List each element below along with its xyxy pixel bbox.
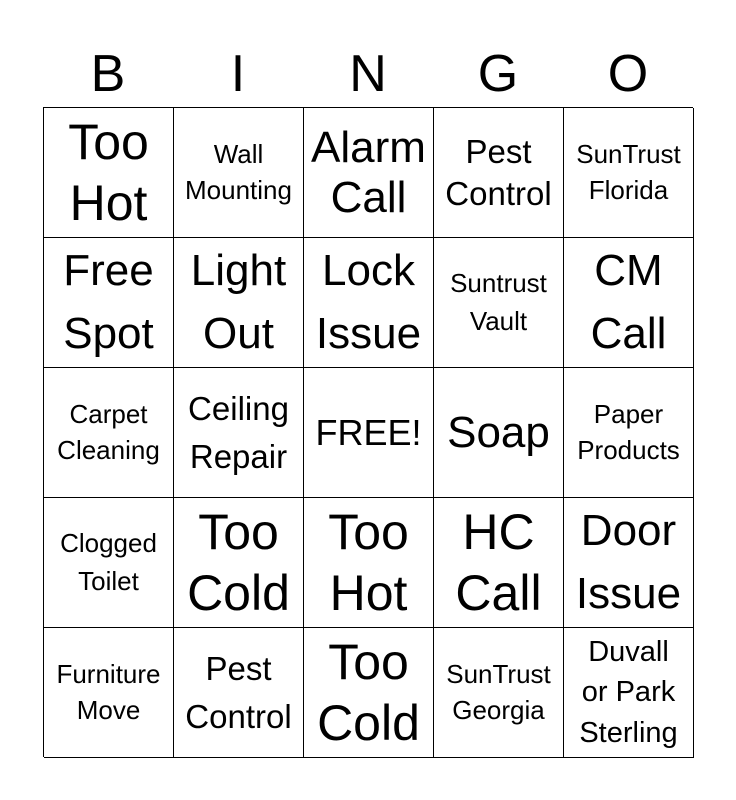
cell-label: Too Hot (328, 503, 409, 621)
cell-label: Door Issue (575, 506, 682, 618)
bingo-cell-r1c1[interactable] (44, 108, 174, 238)
cell-label: Ceiling Repair (188, 389, 289, 475)
bingo-cell-r5c4[interactable] (434, 628, 564, 758)
cell-label: Too Cold (317, 633, 420, 751)
header-letter-o: O (607, 45, 649, 103)
cell-label: Alarm Call (311, 123, 426, 222)
cell-label: SunTrust Georgia (446, 658, 551, 725)
cell-label: Too Cold (187, 503, 290, 621)
cell-label: Carpet Cleaning (57, 398, 160, 465)
cell-label: Soap (447, 407, 550, 457)
bingo-cell-r4c3[interactable] (304, 498, 434, 628)
bingo-header (43, 42, 693, 106)
cell-label: Furniture Move (56, 658, 161, 725)
bingo-cell-r1c3[interactable] (304, 108, 434, 238)
bingo-cell-r2c1[interactable] (44, 238, 174, 368)
cell-label: HC Call (455, 503, 542, 621)
header-letter-b: B (90, 45, 126, 103)
cell-label: Too Hot (68, 113, 149, 231)
header-letter-n: N (349, 45, 387, 103)
bingo-cell-r1c4[interactable] (434, 108, 564, 238)
cell-label: Paper Products (577, 398, 680, 465)
bingo-cell-r1c5[interactable] (564, 108, 694, 238)
cell-label: CM Call (590, 246, 667, 358)
bingo-cell-r5c1[interactable] (44, 628, 174, 758)
header-letter-i: I (230, 45, 246, 103)
cell-label: Pest Control (445, 133, 552, 212)
bingo-cell-r5c3[interactable] (304, 628, 434, 758)
bingo-cell-r2c5[interactable] (564, 238, 694, 368)
bingo-cell-r2c2[interactable] (174, 238, 304, 368)
cell-label: Wall Mounting (185, 138, 292, 205)
cell-label: SunTrust Florida (576, 138, 681, 205)
header-letter-g: G (477, 45, 519, 103)
cell-label: Free Spot (63, 246, 154, 358)
bingo-cell-r3c2[interactable] (174, 368, 304, 498)
bingo-cell-r5c2[interactable] (174, 628, 304, 758)
bingo-cell-r3c1[interactable] (44, 368, 174, 498)
bingo-cell-r1c2[interactable] (174, 108, 304, 238)
bingo-cell-r4c1[interactable] (44, 498, 174, 628)
bingo-cell-r3c4[interactable] (434, 368, 564, 498)
bingo-cell-r4c2[interactable] (174, 498, 304, 628)
cell-label: Lock Issue (315, 246, 422, 358)
bingo-cell-r4c4[interactable] (434, 498, 564, 628)
cell-label: Clogged Toilet (60, 527, 157, 596)
free-space-label: FREE! (315, 411, 422, 453)
bingo-cell-r5c5[interactable] (564, 628, 694, 758)
bingo-cell-r2c4[interactable] (434, 238, 564, 368)
bingo-cell-r4c5[interactable] (564, 498, 694, 628)
bingo-board (43, 107, 693, 757)
bingo-cell-r3c5[interactable] (564, 368, 694, 498)
cell-label: Pest Control (185, 649, 292, 735)
cell-label: Duvall or Park Sterling (579, 635, 678, 749)
bingo-cell-r3c3[interactable] (304, 368, 434, 498)
cell-label: Suntrust Vault (450, 267, 547, 336)
cell-label: Light Out (190, 246, 287, 358)
bingo-cell-r2c3[interactable] (304, 238, 434, 368)
